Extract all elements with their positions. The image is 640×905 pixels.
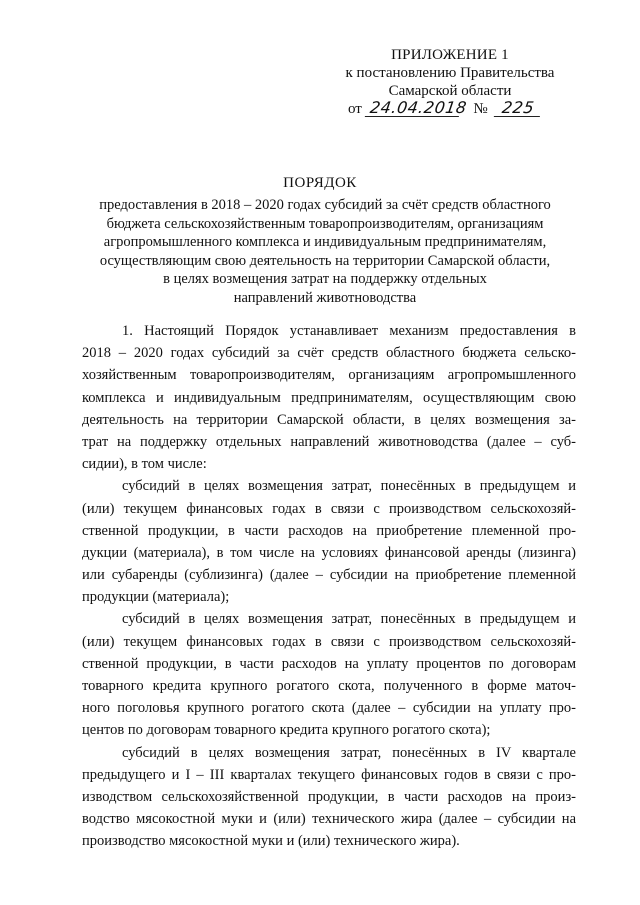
subtitle-line: осуществляющим свою деятельность на территории Самарской области, bbox=[99, 252, 551, 269]
date-prefix: от bbox=[348, 101, 362, 117]
body-line: товарного кредита крупного рогатого скота, полученного в форме маточ- bbox=[82, 678, 576, 694]
body-line: субсидий в целях возмещения затрат, понесённых в IV квартале bbox=[122, 744, 576, 761]
subtitle-line: в целях возмещения затрат на поддержку отдельных bbox=[163, 271, 487, 287]
body-line: хозяйственным товаропроизводителям, организациям агропромышленного bbox=[82, 367, 576, 384]
body-line: 1. Настоящий Порядок устанавливает механизм предоставления в bbox=[122, 323, 576, 339]
body-line: предыдущего и I – III кварталах текущего финансовых годов в связи с про- bbox=[82, 766, 576, 783]
body-line: субсидий в целях возмещения затрат, понесённых в предыдущем и bbox=[122, 478, 576, 495]
document-subtitle bbox=[90, 196, 560, 307]
body-line: или субаренды (сублизинга) (далее – субсидии на приобретение племенной bbox=[82, 567, 576, 584]
subtitle-line: бюджета сельскохозяйственным товаропроизводителям, организациям bbox=[106, 215, 544, 232]
body-line: (или) текущем финансовых годах в связи с производством сельскохозяй- bbox=[82, 500, 576, 517]
handwritten-date: 24.04.2018 bbox=[364, 100, 460, 117]
body-line: дукции (материала), в том числе на условиях финансовой аренды (лизинга) bbox=[82, 544, 576, 561]
body-line: 2018 – 2020 годах субсидий за счёт средств областного бюджета сельско- bbox=[82, 345, 576, 362]
body-line: трат на поддержку отдельных направлений животноводства (далее – суб- bbox=[82, 433, 576, 450]
attachment-date-line bbox=[330, 100, 570, 118]
subtitle-line: направлений животноводства bbox=[233, 289, 417, 306]
body-line: субсидий в целях возмещения затрат, понесённых в предыдущем и bbox=[122, 611, 576, 628]
body-line: комплекса и индивидуальным предпринимателям, осуществляющим свою bbox=[82, 389, 576, 406]
body-line: сидии), в том числе: bbox=[82, 456, 207, 473]
body-line: продукции (материала); bbox=[82, 589, 230, 606]
attachment-resolution-line: к постановлению Правительства bbox=[345, 65, 555, 81]
body-line: ного поголовья крупного рогатого скота (далее – субсидии на уплату про- bbox=[82, 700, 576, 717]
body-line: производство мясокостной муки и (или) технического жира). bbox=[82, 833, 460, 850]
number-sign: № bbox=[473, 101, 488, 117]
body-line: ственной продукции, в части расходов на уплату процентов по договорам bbox=[82, 655, 576, 672]
body-line: (или) текущем финансовых годах в связи с производством сельскохозяй- bbox=[82, 633, 576, 650]
body-line: водство мясокостной муки и (или) технического жира (далее – субсидии на bbox=[82, 811, 576, 828]
handwritten-number: 225 bbox=[494, 100, 542, 117]
document-title: ПОРЯДОК bbox=[283, 175, 357, 191]
body-line: деятельность на территории Самарской области, в целях возмещения за- bbox=[82, 411, 576, 428]
body-line: изводством сельскохозяйственной продукции, в части расходов на произ- bbox=[82, 788, 576, 805]
subtitle-line: агропромышленного комплекса и индивидуальным предпринимателям, bbox=[103, 234, 547, 250]
document-body bbox=[82, 320, 576, 853]
attachment-region-line: Самарской области bbox=[388, 83, 512, 99]
body-line: ственной продукции, в части расходов на приобретение племенной про- bbox=[82, 522, 576, 539]
body-line: центов по договорам товарного кредита крупного рогатого скота); bbox=[82, 722, 491, 739]
subtitle-line: предоставления в 2018 – 2020 годах субсидий за счёт средств областного bbox=[99, 197, 551, 213]
attachment-title: ПРИЛОЖЕНИЕ 1 bbox=[391, 47, 509, 63]
attachment-header bbox=[330, 46, 570, 118]
